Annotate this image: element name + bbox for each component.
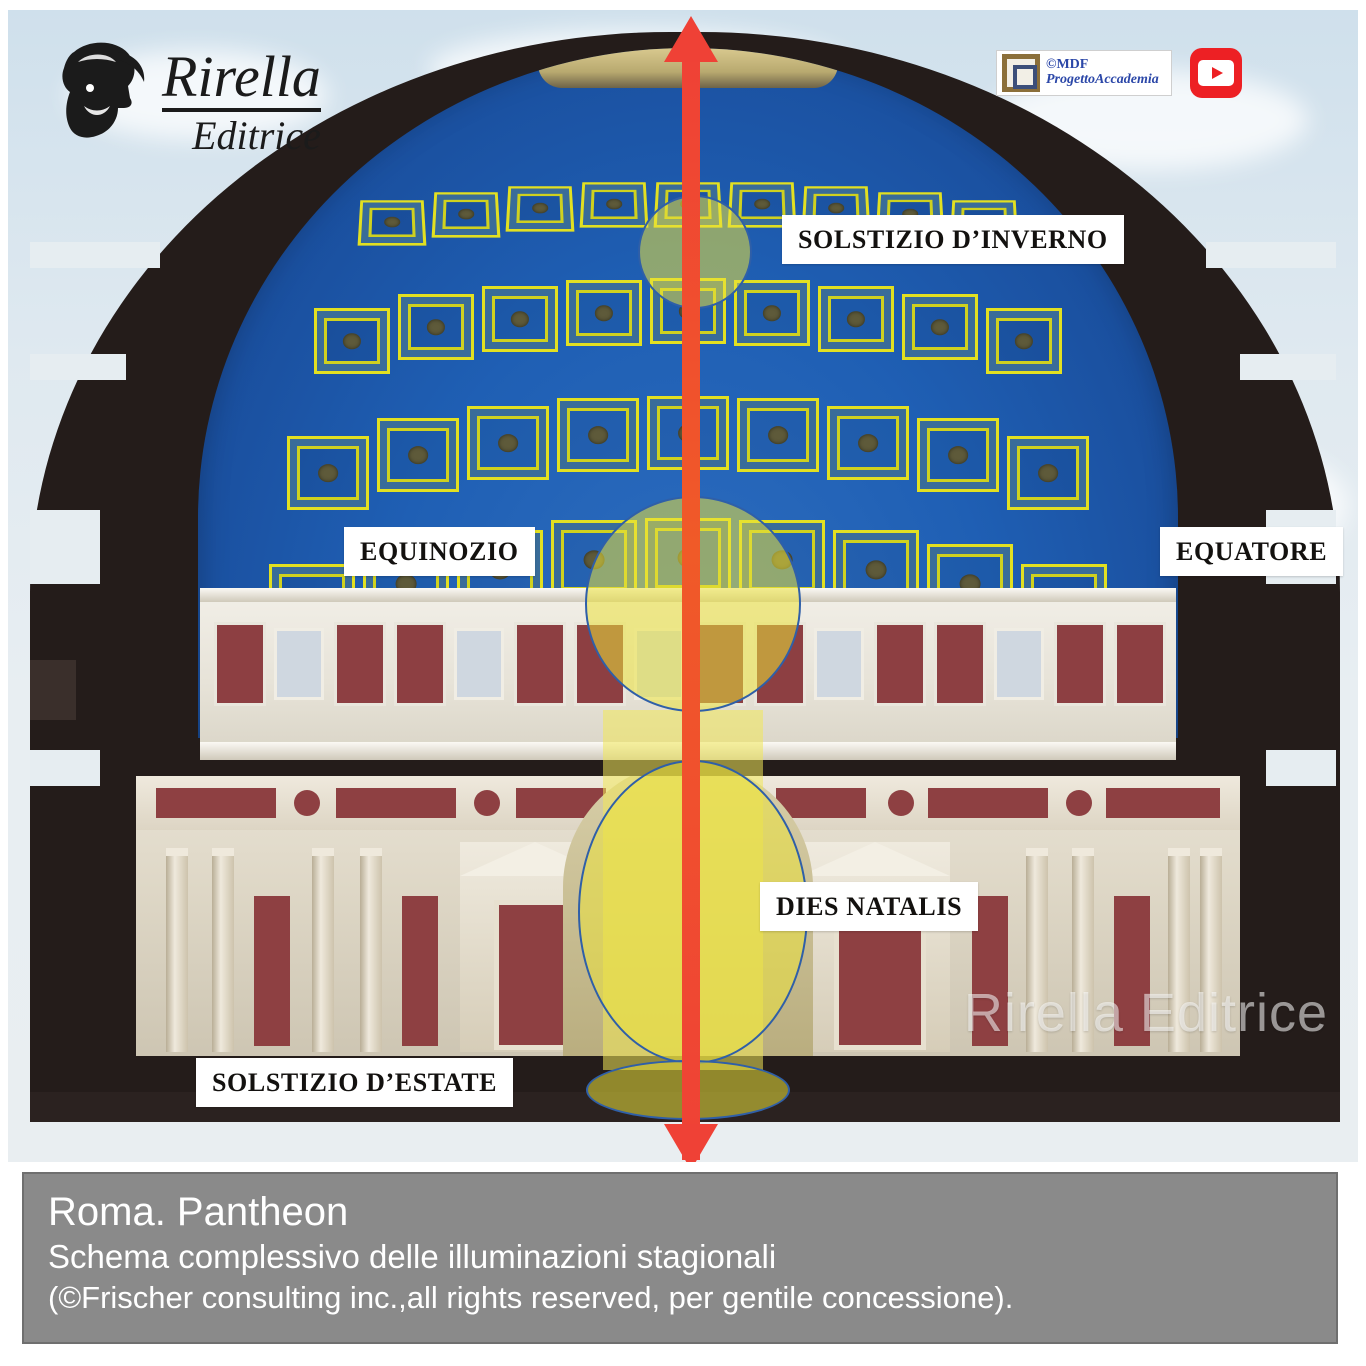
- frieze-band: [156, 788, 276, 818]
- coffer: [358, 200, 427, 245]
- cornice-step: [1206, 242, 1336, 268]
- coffer: [314, 308, 390, 374]
- brand-logo-text: [162, 44, 321, 158]
- frieze-band: [336, 788, 456, 818]
- attic-panel: [934, 622, 986, 706]
- arrow-head-down-icon: [664, 1124, 718, 1162]
- caption-bar: [22, 1172, 1338, 1344]
- attic-window: [994, 628, 1044, 700]
- label-solstizio-estate: SOLSTIZIO D’ESTATE: [196, 1058, 513, 1107]
- brand-logo: [44, 32, 344, 172]
- label-solstizio-inverno: SOLSTIZIO D’INVERNO: [782, 215, 1124, 264]
- label-dies-natalis: DIES NATALIS: [760, 882, 978, 931]
- coffer: [734, 280, 810, 346]
- brand-name-line1: Rirella: [162, 48, 321, 112]
- coffer: [827, 406, 909, 480]
- youtube-play-glyph: [1198, 60, 1234, 86]
- watermark-text: Rirella Editrice: [963, 983, 1328, 1043]
- attic-panel: [394, 622, 446, 706]
- cornice-step: [30, 354, 126, 380]
- attic-window: [274, 628, 324, 700]
- caption-credit: (©Frischer consulting inc.,all rights reserved, per gentile concessione).: [48, 1280, 1014, 1315]
- cornice-step: [1266, 750, 1336, 786]
- coffer: [986, 308, 1062, 374]
- cornice-step: [30, 242, 160, 268]
- coffer: [377, 418, 459, 492]
- attic-panel: [214, 622, 266, 706]
- coffer: [580, 182, 649, 227]
- mdf-badge[interactable]: [996, 50, 1172, 96]
- frieze-disc: [294, 790, 320, 816]
- attic-panel: [514, 622, 566, 706]
- attic-window: [454, 628, 504, 700]
- red-pilaster: [402, 896, 438, 1046]
- coffer: [287, 436, 369, 510]
- sun-path-axis-arrow: [682, 50, 700, 1160]
- column: [312, 848, 334, 1052]
- coffer: [467, 406, 549, 480]
- frieze-disc: [1066, 790, 1092, 816]
- coffer: [506, 186, 575, 231]
- caption-subtitle: Schema complessivo delle illuminazioni stagionali: [48, 1238, 777, 1275]
- coffer: [1007, 436, 1089, 510]
- frieze-band: [1106, 788, 1220, 818]
- cornice-step: [1240, 354, 1336, 380]
- minerva-helmet-head-icon: [44, 36, 154, 156]
- caption-title: Roma. Pantheon: [48, 1190, 349, 1234]
- mdf-copyright: ©MDF: [1046, 57, 1089, 73]
- frieze-disc: [888, 790, 914, 816]
- coffer: [737, 398, 819, 472]
- mosaic-frame-icon: [1002, 54, 1040, 92]
- arrow-head-up-icon: [664, 16, 718, 62]
- mdf-project-name: ProgettoAccademia: [1046, 72, 1159, 87]
- coffer: [398, 294, 474, 360]
- column: [212, 848, 234, 1052]
- cornice-step: [30, 510, 100, 584]
- coffer: [482, 286, 558, 352]
- red-pilaster: [254, 896, 290, 1046]
- coffer: [566, 280, 642, 346]
- attic-panel: [334, 622, 386, 706]
- frieze-band: [928, 788, 1048, 818]
- coffer: [432, 192, 501, 237]
- attic-panel: [1114, 622, 1166, 706]
- attic-panel: [1054, 622, 1106, 706]
- mdf-badge-text: [1046, 58, 1159, 87]
- aedicule: [800, 842, 950, 1052]
- column: [360, 848, 382, 1052]
- brand-name-line2: Editrice: [192, 113, 321, 158]
- coffer: [557, 398, 639, 472]
- frieze-disc: [474, 790, 500, 816]
- cornice-step: [30, 750, 100, 786]
- coffer: [902, 294, 978, 360]
- pediment: [800, 842, 950, 876]
- coffer: [917, 418, 999, 492]
- youtube-icon[interactable]: [1190, 48, 1242, 98]
- attic-window: [814, 628, 864, 700]
- coffer: [818, 286, 894, 352]
- label-equinozio: EQUINOZIO: [344, 527, 535, 576]
- attic-panel: [874, 622, 926, 706]
- cornice-step: [30, 660, 76, 720]
- column: [166, 848, 188, 1052]
- label-equatore: EQUATORE: [1160, 527, 1343, 576]
- pantheon-cross-section: [8, 10, 1358, 1162]
